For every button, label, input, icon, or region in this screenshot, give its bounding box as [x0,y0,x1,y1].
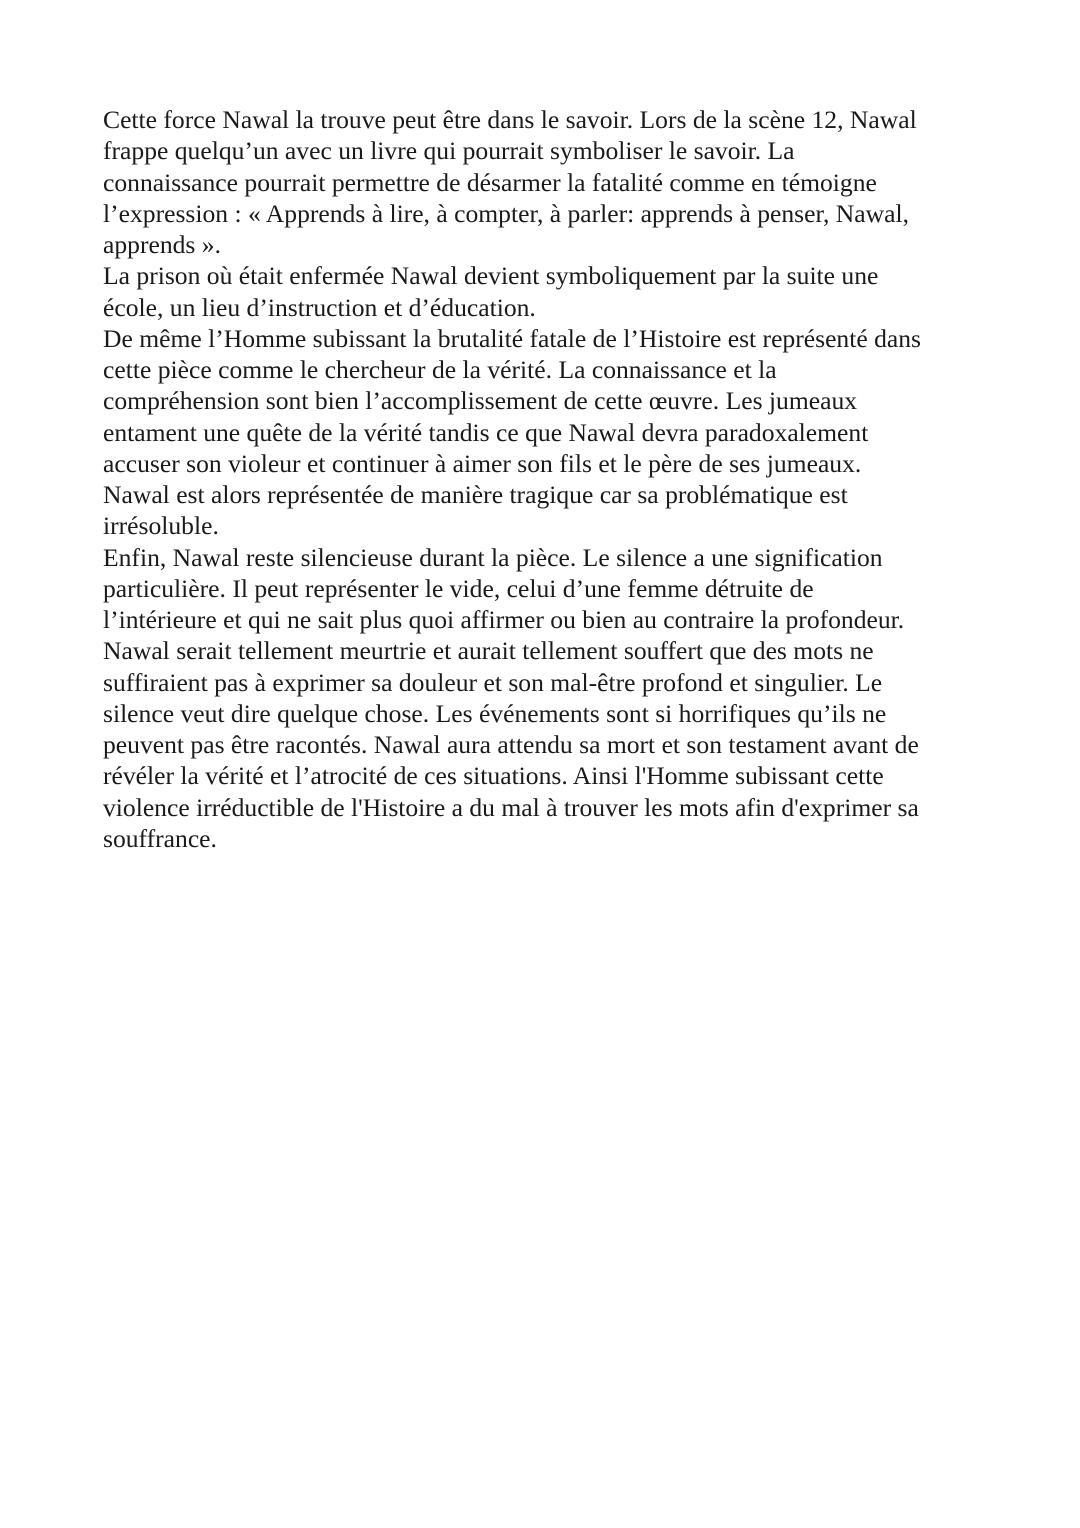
text-line: apprends ». [103,230,221,259]
text-line: frappe quelqu’un avec un livre qui pourrait symboliser le savoir. La [103,136,795,166]
text-line: Cette force Nawal la trouve peut être dans le savoir. Lors de la scène 12, Nawal [103,105,917,134]
text-line: suffiraient pas à exprimer sa douleur et son mal-être profond et singulier. Le [103,667,883,697]
text-line: Nawal serait tellement meurtrie et aurait tellement souffert que des mots ne [103,636,874,666]
text-line: irrésoluble. [103,511,219,541]
text-line: particulière. Il peut représenter le vide, celui d’une femme détruite de [103,573,814,603]
text-line: l’expression : « Apprends à lire, à compter, à parler: apprends à penser, Nawal, [103,198,909,228]
body-text [103,104,983,854]
text-line: violence irréductible de l'Histoire a du mal à trouver les mots afin d'exprimer sa [103,792,919,822]
text-line: silence veut dire quelque chose. Les événements sont si horrifiques qu’ils ne [103,698,887,728]
text-line: cette pièce comme le chercheur de la vérité. La connaissance et la [103,355,777,384]
text-line: peuvent pas être racontés. Nawal aura attendu sa mort et son testament avant de [103,730,919,759]
text-line: l’intérieure et qui ne sait plus quoi affirmer ou bien au contraire la profondeur. [103,605,905,634]
text-line: De même l’Homme subissant la brutalité fatale de l’Histoire est représenté dans [103,323,922,353]
text-line: accuser son violeur et continuer à aimer son fils et le père de ses jumeaux. [103,448,862,478]
text-line: compréhension sont bien l’accomplissement de cette œuvre. Les jumeaux [103,386,858,416]
text-line: La prison où était enfermée Nawal devient symboliquement par la suite une [103,261,879,291]
text-line: entament une quête de la vérité tandis ce que Nawal devra paradoxalement [103,417,869,447]
text-line: souffrance. [103,823,217,853]
text-line: école, un lieu d’instruction et d’éducation. [103,292,536,322]
text-line: connaissance pourrait permettre de désarmer la fatalité comme en témoigne [103,167,877,197]
text-line: révéler la vérité et l’atrocité de ces situations. Ainsi l'Homme subissant cette [103,761,884,791]
text-line: Nawal est alors représentée de manière tragique car sa problématique est [103,480,848,509]
text-line: Enfin, Nawal reste silencieuse durant la pièce. Le silence a une signification [103,542,883,572]
